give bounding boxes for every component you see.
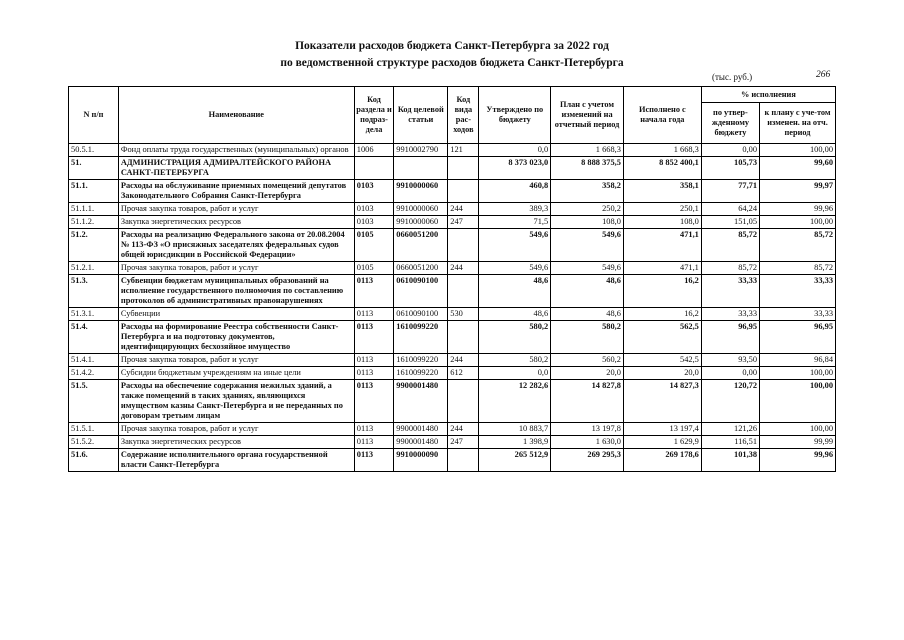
row-name: Прочая закупка товаров, работ и услуг [118,354,354,367]
pct-approved: 96,95 [701,321,759,354]
plan-amount: 580,2 [551,321,624,354]
section-code: 0113 [354,275,393,308]
plan-amount: 20,0 [551,367,624,380]
table-row [69,157,836,180]
section-code: 0113 [354,436,393,449]
section-code: 0105 [354,229,393,262]
pct-plan: 85,72 [760,229,836,262]
approved-amount: 48,6 [479,308,551,321]
row-name: Расходы на формирование Реестра собственности Санкт-Петербурга и на подготовку документов, идентифицирующих бесхозяйное имущество [118,321,354,354]
row-number: 51.4.1. [69,354,119,367]
approved-amount: 549,6 [479,262,551,275]
executed-amount: 20,0 [623,367,701,380]
header-pct-plan: к плану с уче-том изменен. на отч. период [760,103,836,144]
executed-amount: 16,2 [623,275,701,308]
approved-amount: 460,8 [479,180,551,203]
plan-amount: 13 197,8 [551,423,624,436]
section-code: 0113 [354,380,393,423]
header-plan: План с учетом изменений на отчетный период [551,87,624,144]
pct-plan: 99,96 [760,203,836,216]
target-code: 1610099220 [394,354,448,367]
header-target-code: Код целевой статьи [394,87,448,144]
row-name: Расходы на реализацию Федерального закона от 20.08.2004 № 113-ФЗ «О присяжных заседателях федеральных судов общей юрисдикции в Российской Федерации» [118,229,354,262]
row-number: 51.3. [69,275,119,308]
row-name: Расходы на обеспечение содержания нежилых зданий, а также помещений в таких зданиях, являющихся имуществом казны Санкт-Петербурга и не переданных по договорам третьим лицам [118,380,354,423]
row-number: 51.2. [69,229,119,262]
row-number: 51.6. [69,449,119,472]
table-row [69,321,836,354]
pct-approved: 85,72 [701,229,759,262]
section-code: 0113 [354,321,393,354]
expense-type [448,321,479,354]
target-code [394,157,448,180]
expense-type: 244 [448,262,479,275]
pct-plan: 33,33 [760,275,836,308]
target-code: 9910002790 [394,144,448,157]
pct-approved: 120,72 [701,380,759,423]
plan-amount: 549,6 [551,229,624,262]
title-line-2: по ведомственной структуре расходов бюджета Санкт-Петербурга [280,57,624,69]
expense-type [448,180,479,203]
plan-amount: 48,6 [551,275,624,308]
table-body [69,144,836,472]
table-row [69,229,836,262]
executed-amount: 1 668,3 [623,144,701,157]
plan-amount: 358,2 [551,180,624,203]
pct-plan: 100,00 [760,380,836,423]
pct-plan: 100,00 [760,144,836,157]
row-number: 51.2.1. [69,262,119,275]
executed-amount: 16,2 [623,308,701,321]
page-title [0,38,904,72]
table-row [69,308,836,321]
row-number: 51.4. [69,321,119,354]
pct-approved: 33,33 [701,308,759,321]
expense-type [448,157,479,180]
row-name: Закупка энергетических ресурсов [118,216,354,229]
pct-approved: 121,26 [701,423,759,436]
title-line-1: Показатели расходов бюджета Санкт-Петербурга за 2022 год [295,40,609,52]
executed-amount: 1 629,9 [623,436,701,449]
expense-type [448,449,479,472]
row-number: 51.5.2. [69,436,119,449]
row-name: Субвенции [118,308,354,321]
expense-type: 612 [448,367,479,380]
pct-approved: 0,00 [701,367,759,380]
expense-type [448,229,479,262]
row-number: 51.1. [69,180,119,203]
approved-amount: 10 883,7 [479,423,551,436]
target-code: 9910000060 [394,216,448,229]
plan-amount: 549,6 [551,262,624,275]
pct-plan: 100,00 [760,216,836,229]
section-code: 0113 [354,423,393,436]
executed-amount: 8 852 400,1 [623,157,701,180]
header-executed: Исполнено с начала года [623,87,701,144]
approved-amount: 580,2 [479,354,551,367]
header-expense-type: Код вида рас-ходов [448,87,479,144]
approved-amount: 48,6 [479,275,551,308]
approved-amount: 0,0 [479,144,551,157]
units-label: (тыс. руб.) [712,72,753,82]
plan-amount: 250,2 [551,203,624,216]
executed-amount: 358,1 [623,180,701,203]
expense-type: 244 [448,203,479,216]
budget-table [68,86,836,472]
section-code: 0103 [354,203,393,216]
target-code: 9900001480 [394,436,448,449]
header-name: Наименование [118,87,354,144]
table-row [69,203,836,216]
table-row [69,354,836,367]
expense-type: 244 [448,423,479,436]
plan-amount: 1 630,0 [551,436,624,449]
plan-amount: 48,6 [551,308,624,321]
section-code: 1006 [354,144,393,157]
pct-approved: 77,71 [701,180,759,203]
row-name: Фонд оплаты труда государственных (муниципальных) органов [118,144,354,157]
target-code: 0660051200 [394,229,448,262]
pct-plan: 33,33 [760,308,836,321]
executed-amount: 108,0 [623,216,701,229]
executed-amount: 14 827,3 [623,380,701,423]
row-number: 51.5. [69,380,119,423]
plan-amount: 269 295,3 [551,449,624,472]
section-code: 0105 [354,262,393,275]
target-code: 1610099220 [394,367,448,380]
executed-amount: 542,5 [623,354,701,367]
table-row [69,275,836,308]
table-row [69,436,836,449]
section-code [354,157,393,180]
target-code: 0660051200 [394,262,448,275]
pct-plan: 99,97 [760,180,836,203]
row-name: АДМИНИСТРАЦИЯ АДМИРАЛТЕЙСКОГО РАЙОНА САНКТ-ПЕТЕРБУРГА [118,157,354,180]
table-row [69,380,836,423]
approved-amount: 0,0 [479,367,551,380]
pct-plan: 99,99 [760,436,836,449]
pct-approved: 64,24 [701,203,759,216]
row-number: 51.1.1. [69,203,119,216]
executed-amount: 269 178,6 [623,449,701,472]
section-code: 0113 [354,449,393,472]
header-approved: Утверждено по бюджету [479,87,551,144]
executed-amount: 250,1 [623,203,701,216]
pct-plan: 85,72 [760,262,836,275]
pct-plan: 96,84 [760,354,836,367]
row-number: 51.4.2. [69,367,119,380]
section-code: 0113 [354,354,393,367]
row-number: 51.3.1. [69,308,119,321]
executed-amount: 471,1 [623,229,701,262]
executed-amount: 471,1 [623,262,701,275]
approved-amount: 12 282,6 [479,380,551,423]
header-percent-group: % исполнения [701,87,835,103]
row-name: Прочая закупка товаров, работ и услуг [118,203,354,216]
section-code: 0113 [354,308,393,321]
pct-plan: 99,96 [760,449,836,472]
header-section-code: Код раздела и подраз-дела [354,87,393,144]
expense-type [448,275,479,308]
target-code: 9900001480 [394,423,448,436]
row-name: Субвенции бюджетам муниципальных образований на исполнение государственного полномочия по составлению протоколов об административных правонарушениях [118,275,354,308]
target-code: 9910000060 [394,180,448,203]
approved-amount: 71,5 [479,216,551,229]
row-name: Прочая закупка товаров, работ и услуг [118,423,354,436]
pct-plan: 100,00 [760,423,836,436]
target-code: 0610090100 [394,308,448,321]
plan-amount: 14 827,8 [551,380,624,423]
pct-approved: 0,00 [701,144,759,157]
pct-approved: 105,73 [701,157,759,180]
table-row [69,144,836,157]
row-name: Прочая закупка товаров, работ и услуг [118,262,354,275]
table-row [69,423,836,436]
pct-approved: 116,51 [701,436,759,449]
table-row [69,449,836,472]
expense-type: 244 [448,354,479,367]
approved-amount: 580,2 [479,321,551,354]
table-row [69,216,836,229]
target-code: 9910000060 [394,203,448,216]
section-code: 0103 [354,216,393,229]
plan-amount: 108,0 [551,216,624,229]
plan-amount: 1 668,3 [551,144,624,157]
pct-plan: 99,60 [760,157,836,180]
pct-plan: 100,00 [760,367,836,380]
row-name: Закупка энергетических ресурсов [118,436,354,449]
page-number: 266 [816,70,831,80]
approved-amount: 389,3 [479,203,551,216]
expense-type: 121 [448,144,479,157]
section-code: 0113 [354,367,393,380]
expense-type: 247 [448,436,479,449]
pct-plan: 96,95 [760,321,836,354]
row-name: Субсидии бюджетным учреждениям на иные цели [118,367,354,380]
expense-type: 247 [448,216,479,229]
expense-type [448,380,479,423]
row-number: 51.5.1. [69,423,119,436]
pct-approved: 93,50 [701,354,759,367]
approved-amount: 1 398,9 [479,436,551,449]
pct-approved: 85,72 [701,262,759,275]
plan-amount: 560,2 [551,354,624,367]
table-row [69,367,836,380]
pct-approved: 33,33 [701,275,759,308]
approved-amount: 265 512,9 [479,449,551,472]
target-code: 0610090100 [394,275,448,308]
row-number: 51.1.2. [69,216,119,229]
approved-amount: 8 373 023,0 [479,157,551,180]
executed-amount: 13 197,4 [623,423,701,436]
table-row [69,262,836,275]
row-name: Расходы на обслуживание приемных помещений депутатов Законодательного Собрания Санкт-Петербурга [118,180,354,203]
row-number: 50.5.1. [69,144,119,157]
pct-approved: 151,05 [701,216,759,229]
header-num: N п/п [69,87,119,144]
section-code: 0103 [354,180,393,203]
row-number: 51. [69,157,119,180]
target-code: 1610099220 [394,321,448,354]
target-code: 9910000090 [394,449,448,472]
row-name: Содержание исполнительного органа государственной власти Санкт-Петербурга [118,449,354,472]
pct-approved: 101,38 [701,449,759,472]
plan-amount: 8 888 375,5 [551,157,624,180]
target-code: 9900001480 [394,380,448,423]
header-pct-approved: по утвер-жденному бюджету [701,103,759,144]
expense-type: 530 [448,308,479,321]
executed-amount: 562,5 [623,321,701,354]
approved-amount: 549,6 [479,229,551,262]
table-row [69,180,836,203]
